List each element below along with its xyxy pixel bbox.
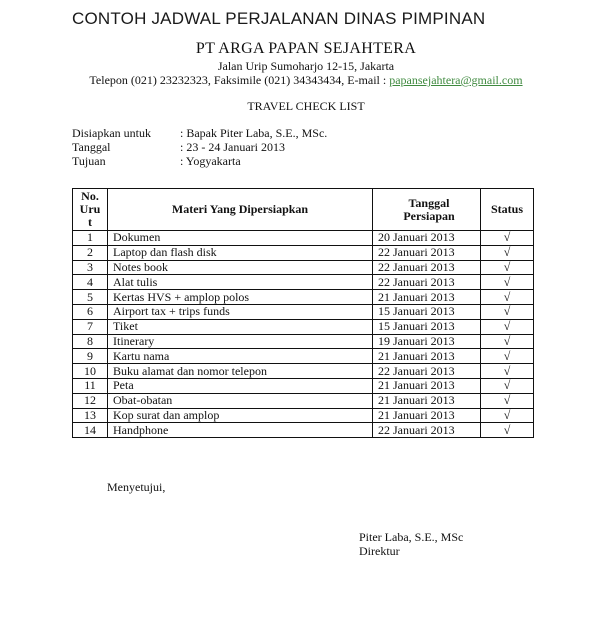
row-date: 15 Januari 2013 [373,319,481,334]
row-item: Alat tulis [108,275,373,290]
row-date: 21 Januari 2013 [373,378,481,393]
row-date: 21 Januari 2013 [373,290,481,305]
row-number: 1 [73,231,108,246]
row-item: Handphone [108,423,373,438]
row-number: 10 [73,364,108,379]
row-status: √ [481,290,534,305]
row-number: 9 [73,349,108,364]
row-item: Dokumen [108,231,373,246]
document-title: TRAVEL CHECK LIST [247,99,365,113]
table-row [73,349,534,364]
row-date: 20 Januari 2013 [373,231,481,246]
contact-text: Telepon (021) 23232323, Faksimile (021) 34343434, E-mail : [89,73,390,87]
row-status: √ [481,393,534,408]
info-label: Tujuan [72,154,106,168]
row-date: 22 Januari 2013 [373,245,481,260]
row-item: Airport tax + trips funds [108,304,373,319]
header-date-line1: Tanggal [408,195,450,210]
signer-name: Piter Laba, S.E., MSc [359,530,464,544]
row-number: 8 [73,334,108,349]
row-item: Itinerary [108,334,373,349]
table-row [73,275,534,290]
row-status: √ [481,304,534,319]
header-no-line3: t [88,215,92,229]
row-date: 15 Januari 2013 [373,304,481,319]
row-number: 12 [73,393,108,408]
table-row [73,393,534,408]
row-date: 22 Januari 2013 [373,364,481,379]
row-number: 3 [73,260,108,275]
row-number: 6 [73,304,108,319]
header-no-line1: No. [81,189,99,203]
table-header-row [73,189,534,231]
table-row [73,260,534,275]
info-row-destination [72,154,327,168]
header-date-line2: Persiapan [403,208,455,223]
row-number: 5 [73,290,108,305]
header-status: Status [481,189,534,231]
info-value: : 23 - 24 Januari 2013 [180,140,285,154]
row-number: 2 [73,245,108,260]
table-body [73,231,534,438]
row-status: √ [481,364,534,379]
info-row-date [72,140,327,154]
email-link[interactable]: papansejahtera@gmail.com [389,73,523,87]
row-item: Buku alamat dan nomor telepon [108,364,373,379]
row-item: Peta [108,378,373,393]
row-status: √ [481,423,534,438]
header-item: Materi Yang Dipersiapkan [108,189,373,231]
row-date: 21 Januari 2013 [373,408,481,423]
row-status: √ [481,378,534,393]
company-name: PT ARGA PAPAN SEJAHTERA [195,40,417,57]
row-status: √ [481,408,534,423]
row-status: √ [481,349,534,364]
row-date: 19 Januari 2013 [373,334,481,349]
table-row [73,378,534,393]
row-date: 21 Januari 2013 [373,393,481,408]
row-status: √ [481,245,534,260]
row-item: Tiket [108,319,373,334]
info-block [72,126,327,168]
header-no-line2: Uru [79,202,101,216]
company-address: Jalan Urip Sumoharjo 12-15, Jakarta [217,59,395,73]
row-item: Notes book [108,260,373,275]
header-date [373,189,481,231]
row-number: 14 [73,423,108,438]
row-status: √ [481,260,534,275]
table-row [73,304,534,319]
info-value: : Bapak Piter Laba, S.E., MSc. [180,126,328,140]
table-row [73,245,534,260]
row-item: Kop surat dan amplop [108,408,373,423]
table-row [73,423,534,438]
row-number: 7 [73,319,108,334]
info-label: Disiapkan untuk [72,126,151,140]
row-date: 22 Januari 2013 [373,423,481,438]
signer-title: Direktur [359,544,400,558]
header-no [73,189,108,231]
company-contact [0,73,612,88]
row-status: √ [481,334,534,349]
table-row [73,290,534,305]
row-status: √ [481,275,534,290]
info-label: Tanggal [72,140,111,154]
row-status: √ [481,231,534,246]
table-row [73,334,534,349]
table-row [73,408,534,423]
table-row [73,319,534,334]
page-title: CONTOH JADWAL PERJALANAN DINAS PIMPINAN [72,9,486,28]
table-row [73,231,534,246]
row-item: Kertas HVS + amplop polos [108,290,373,305]
table-row [73,364,534,379]
row-number: 11 [73,378,108,393]
row-date: 22 Januari 2013 [373,260,481,275]
row-status: √ [481,319,534,334]
row-item: Kartu nama [108,349,373,364]
row-date: 22 Januari 2013 [373,275,481,290]
approval-text: Menyetujui, [107,480,166,494]
row-number: 4 [73,275,108,290]
info-value: : Yogyakarta [180,154,241,168]
row-item: Obat-obatan [108,393,373,408]
row-item: Laptop dan flash disk [108,245,373,260]
row-date: 21 Januari 2013 [373,349,481,364]
checklist-table [72,188,534,438]
row-number: 13 [73,408,108,423]
info-row-prepared-for [72,126,327,140]
signature-block [359,530,463,558]
